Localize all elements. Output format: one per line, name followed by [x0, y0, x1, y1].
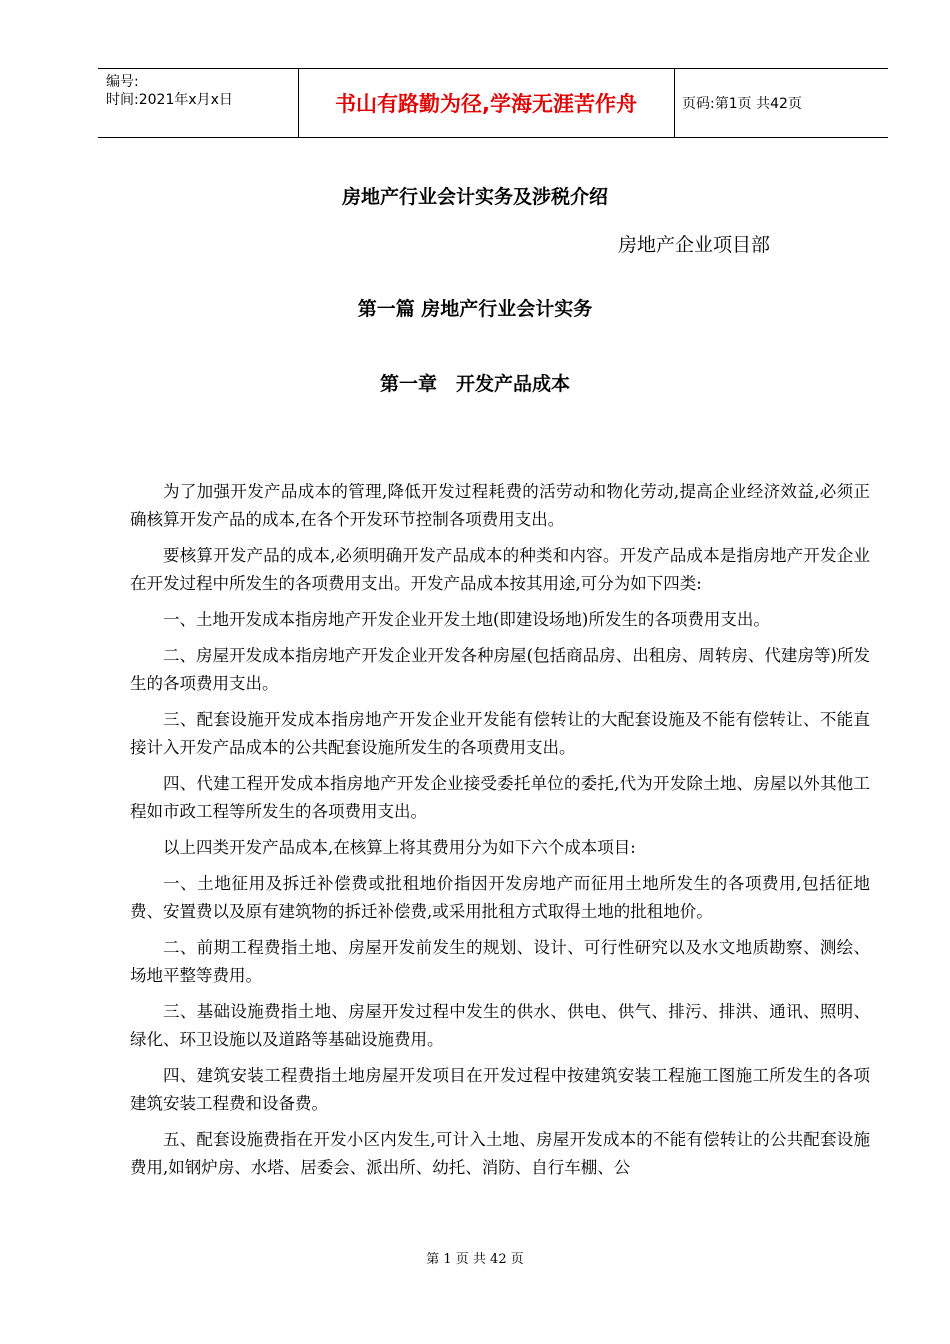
- page-header: [98, 68, 888, 138]
- document-title: 房地产行业会计实务及涉税介绍: [341, 186, 608, 208]
- header-divider-right: [674, 69, 675, 137]
- header-meta: [106, 73, 233, 109]
- body-paragraph: 要核算开发产品的成本,必须明确开发产品成本的种类和内容。开发产品成本是指房地产开发企业在开发过程中所发生的各项费用支出。开发产品成本按其用途,可分为如下四类:: [130, 546, 870, 593]
- body-paragraph: 三、配套设施开发成本指房地产开发企业开发能有偿转让的大配套设施及不能有偿转让、不能直接计入开发产品成本的公共配套设施所发生的各项费用支出。: [130, 710, 870, 757]
- body-paragraph: 二、前期工程费指土地、房屋开发前发生的规划、设计、可行性研究以及水文地质勘察、测绘、场地平整等费用。: [130, 938, 870, 985]
- body-paragraph: 二、房屋开发成本指房地产开发企业开发各种房屋(包括商品房、出租房、周转房、代建房等)所发生的各项费用支出。: [130, 646, 870, 693]
- body-paragraph: 以上四类开发产品成本,在核算上将其费用分为如下六个成本项目:: [163, 838, 636, 857]
- header-motto: 书山有路勤为径,学海无涯苦作舟: [335, 92, 637, 116]
- chapter-title: 第一章 开发产品成本: [379, 373, 570, 395]
- body-paragraph: 五、配套设施费指在开发小区内发生,可计入土地、房屋开发成本的不能有偿转让的公共配套设施费用,如钢炉房、水塔、居委会、派出所、幼托、消防、自行车棚、公: [130, 1130, 870, 1177]
- part-title: 第一篇 房地产行业会计实务: [357, 298, 593, 320]
- document-body: [130, 478, 870, 1190]
- document-time-label: 时间:2021年x月x日: [106, 92, 233, 108]
- document-number-label: 编号:: [106, 74, 139, 90]
- page-footer: 第 1 页 共 42 页: [426, 1252, 524, 1267]
- body-paragraph: 三、基础设施费指土地、房屋开发过程中发生的供水、供电、供气、排污、排洪、通讯、照明、绿化、环卫设施以及道路等基础设施费用。: [130, 1002, 870, 1049]
- body-paragraph: 四、代建工程开发成本指房地产开发企业接受委托单位的委托,代为开发除土地、房屋以外其他工程如市政工程等所发生的各项费用支出。: [130, 774, 870, 821]
- body-paragraph: 一、土地开发成本指房地产开发企业开发土地(即建设场地)所发生的各项费用支出。: [163, 610, 770, 629]
- document-department: 房地产企业项目部: [618, 234, 771, 256]
- body-paragraph: 四、建筑安装工程费指土地房屋开发项目在开发过程中按建筑安装工程施工图施工所发生的各项建筑安装工程费和设备费。: [130, 1066, 870, 1113]
- header-page-info: 页码:第1页 共42页: [682, 96, 802, 112]
- body-paragraph: 一、土地征用及拆迁补偿费或批租地价指因开发房地产而征用土地所发生的各项费用,包括征地费、安置费以及原有建筑物的拆迁补偿费,或采用批租方式取得土地的批租地价。: [130, 874, 870, 921]
- body-paragraph: 为了加强开发产品成本的管理,降低开发过程耗费的活劳动和物化劳动,提高企业经济效益,必须正确核算开发产品的成本,在各个开发环节控制各项费用支出。: [130, 482, 870, 529]
- header-divider-left: [298, 69, 299, 137]
